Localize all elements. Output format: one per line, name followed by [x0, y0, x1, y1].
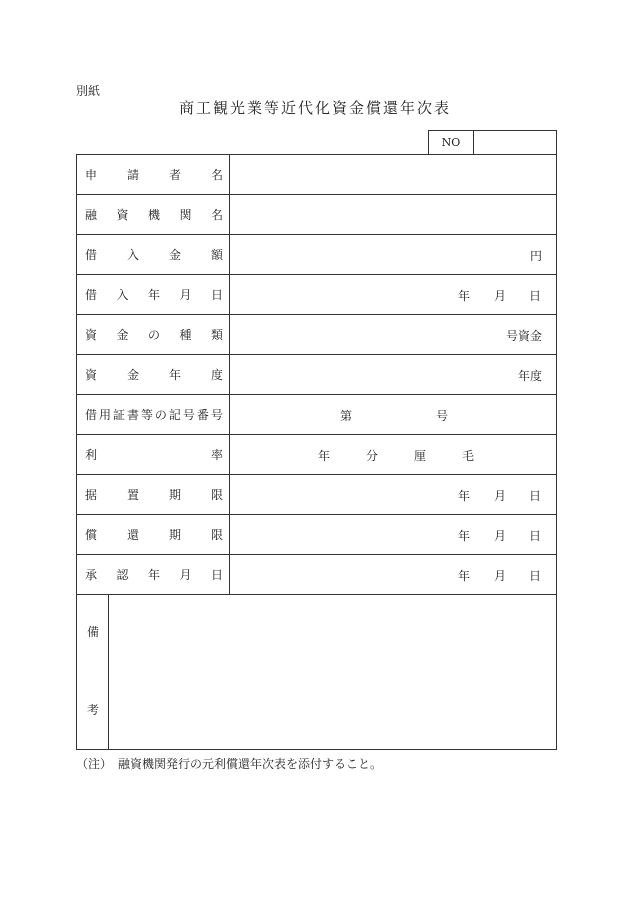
label-deferment-deadline: 据 置 期 限 [77, 475, 230, 514]
unit-fiscal-year: 年度 [517, 369, 542, 383]
value-certificate-number[interactable] [230, 395, 556, 434]
value-fund-year[interactable] [230, 355, 556, 394]
row-deferment-deadline [77, 475, 556, 515]
label-loan-amount: 借 入 金 額 [77, 235, 230, 274]
label-interest-rate: 利 率 [77, 435, 230, 474]
value-approval-date[interactable] [230, 555, 556, 594]
unit-mou: 毛 [462, 449, 475, 463]
unit-year: 年 [458, 289, 471, 303]
row-approval-date [77, 555, 556, 595]
row-fund-type [77, 315, 556, 355]
document-title: 商工観光業等近代化資金償還年次表 [178, 99, 451, 117]
unit-dai: 第 [340, 409, 353, 423]
repayment-form [76, 154, 557, 750]
label-loan-date: 借 入 年 月 日 [77, 275, 230, 314]
unit-month: 月 [494, 529, 507, 543]
row-repayment-deadline [77, 515, 556, 555]
unit-day: 日 [529, 489, 542, 503]
unit-nen: 年 [318, 449, 331, 463]
row-certificate-number [77, 395, 556, 435]
value-financial-institution[interactable] [230, 195, 556, 234]
value-interest-rate[interactable] [230, 435, 556, 474]
row-financial-institution [77, 195, 556, 235]
remarks-field[interactable] [109, 595, 556, 749]
no-box [428, 130, 557, 154]
label-repayment-deadline: 償 還 期 限 [77, 515, 230, 554]
value-applicant[interactable] [230, 155, 556, 194]
unit-year: 年 [458, 529, 471, 543]
unit-day: 日 [529, 529, 542, 543]
value-deferment-deadline[interactable] [230, 475, 556, 514]
label-fund-year: 資 金 年 度 [77, 355, 230, 394]
row-loan-amount [77, 235, 556, 275]
value-loan-date[interactable] [230, 275, 556, 314]
attachment-label: 別紙 [76, 84, 101, 98]
unit-year: 年 [458, 489, 471, 503]
label-applicant: 申 請 者 名 [77, 155, 230, 194]
label-approval-date: 承 認 年 月 日 [77, 555, 230, 594]
unit-day: 日 [529, 569, 542, 583]
row-fund-year [77, 355, 556, 395]
remarks-section [77, 595, 556, 749]
no-value[interactable] [474, 131, 556, 154]
label-financial-institution: 融 資 機 関 名 [77, 195, 230, 234]
unit-gou: 号 [436, 409, 449, 423]
label-certificate-number: 借 用 証 書 等 の 記 号 番 号 [77, 395, 230, 434]
unit-yen: 円 [529, 249, 542, 263]
unit-day: 日 [529, 289, 542, 303]
row-interest-rate [77, 435, 556, 475]
row-loan-date [77, 275, 556, 315]
unit-fund-number: 号資金 [505, 329, 542, 343]
unit-bu: 分 [366, 449, 379, 463]
unit-rin: 厘 [414, 449, 427, 463]
no-label: NO [429, 131, 474, 154]
unit-month: 月 [494, 289, 507, 303]
row-applicant [77, 155, 556, 195]
value-fund-type[interactable] [230, 315, 556, 354]
remarks-label: 備 考 [77, 595, 109, 749]
footnote: （注） 融資機関発行の元利償還年次表を添付すること。 [76, 757, 383, 771]
value-repayment-deadline[interactable] [230, 515, 556, 554]
label-fund-type: 資 金 の 種 類 [77, 315, 230, 354]
unit-month: 月 [494, 489, 507, 503]
unit-year: 年 [458, 569, 471, 583]
unit-month: 月 [494, 569, 507, 583]
value-loan-amount[interactable] [230, 235, 556, 274]
